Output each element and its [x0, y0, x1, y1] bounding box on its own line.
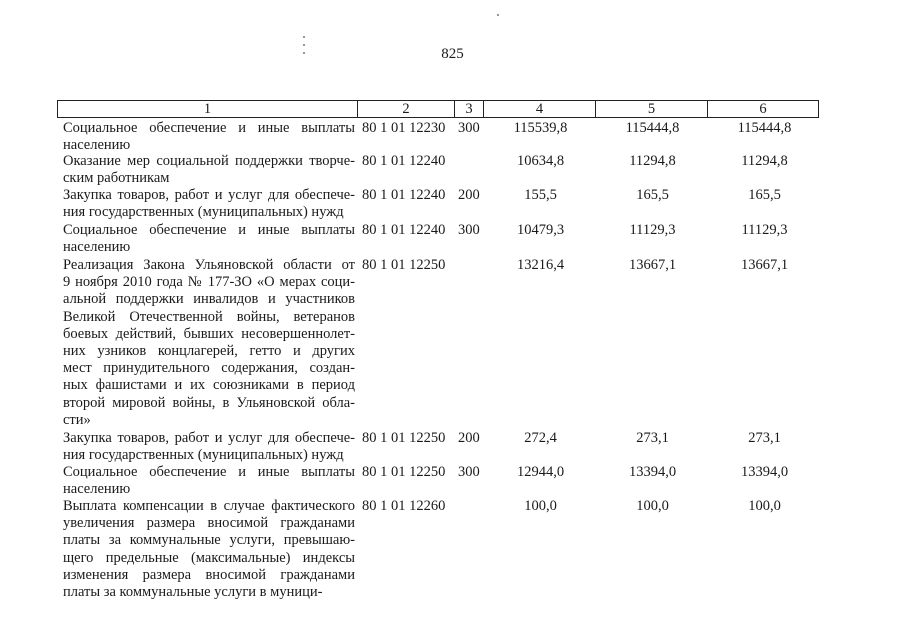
row-value-col6: 273,1 — [748, 430, 781, 446]
row-name-line: Выплата компенсации в случае фактического — [63, 498, 355, 514]
scan-speck — [303, 36, 305, 38]
row-value-col5: 165,5 — [636, 187, 669, 203]
row-value-col5: 13667,1 — [628, 257, 677, 273]
row-value-col6: 13667,1 — [740, 257, 789, 273]
page-number: 825 — [441, 46, 464, 62]
row-name-line: Закупка товаров, работ и услуг для обеспече- — [63, 430, 355, 446]
row-name-line: ским работникам — [63, 170, 170, 187]
header-col-5: 5 — [596, 101, 708, 117]
row-value-col4: 13216,4 — [516, 257, 565, 273]
row-name-line: населению — [63, 481, 131, 498]
row-value-col5: 273,1 — [636, 430, 669, 446]
row-code: 80 1 01 12240 — [362, 187, 446, 203]
row-expense-type: 200 — [458, 187, 480, 203]
row-value-col4: 115539,8 — [513, 120, 568, 136]
row-name-line: второй мировой войны, в Ульяновской обла- — [63, 394, 355, 411]
scan-speck — [303, 44, 305, 46]
row-code: 80 1 01 12250 — [362, 430, 446, 446]
row-name-line: увеличения размера вносимой гражданами — [63, 515, 355, 532]
row-value-col4: 10634,8 — [516, 153, 565, 169]
row-name-line: Великой Отечественной войны, ветеранов — [63, 308, 355, 325]
row-code: 80 1 01 12230 — [362, 120, 446, 136]
row-value-col4: 272,4 — [524, 430, 557, 446]
row-name-line: Социальное обеспечение и иные выплаты — [63, 120, 355, 136]
row-value-col6: 115444,8 — [737, 120, 792, 136]
row-name-line: Социальное обеспечение и иные выплаты — [63, 222, 355, 238]
row-name-line: 9 ноября 2010 года № 177-ЗО «О мерах соци- — [63, 274, 355, 291]
row-value-col6: 165,5 — [748, 187, 781, 203]
row-name-line: платы за коммунальные услуги, превышаю- — [63, 532, 355, 549]
row-name-line: ния государственных (муниципальных) нужд — [63, 447, 344, 464]
header-col-1: 1 — [58, 101, 358, 117]
row-name-line: населению — [63, 137, 131, 154]
row-name-line: Оказание мер социальной поддержки творче- — [63, 153, 355, 169]
row-name — [63, 464, 355, 498]
row-name — [63, 430, 355, 464]
row-value-col5: 115444,8 — [625, 120, 680, 136]
row-expense-type: 300 — [458, 464, 480, 480]
row-expense-type: 300 — [458, 120, 480, 136]
row-name — [63, 120, 355, 154]
row-name-line: Закупка товаров, работ и услуг для обеспече- — [63, 187, 355, 203]
row-code: 80 1 01 12240 — [362, 222, 446, 238]
row-value-col6: 13394,0 — [740, 464, 789, 480]
row-name-line: боевых действий, бывших несовершеннолет- — [63, 325, 355, 342]
row-name-line: ния государственных (муниципальных) нужд — [63, 204, 344, 221]
row-name-line: изменения размера вносимой гражданами — [63, 566, 355, 583]
row-name — [63, 257, 355, 429]
row-code: 80 1 01 12250 — [362, 257, 446, 273]
row-value-col4: 10479,3 — [516, 222, 565, 238]
row-name-line: Социальное обеспечение и иные выплаты — [63, 464, 355, 480]
row-value-col6: 100,0 — [748, 498, 781, 514]
row-value-col6: 11129,3 — [741, 222, 788, 238]
row-expense-type: 300 — [458, 222, 480, 238]
row-value-col4: 12944,0 — [516, 464, 565, 480]
header-col-2: 2 — [358, 101, 455, 117]
row-value-col5: 11129,3 — [629, 222, 676, 238]
row-name-line: них узников концлагерей, гетто и других — [63, 343, 355, 360]
row-name-line: альной поддержки инвалидов и участников — [63, 291, 355, 308]
row-value-col5: 13394,0 — [628, 464, 677, 480]
row-name-line: ных фашистами и их союзниками в период — [63, 377, 355, 394]
row-value-col4: 100,0 — [524, 498, 557, 514]
table-header — [57, 100, 819, 118]
row-name-line: мест принудительного содержания, создан- — [63, 360, 355, 377]
row-name-line: щего предельные (максимальные) индексы — [63, 549, 355, 566]
row-name — [63, 222, 355, 256]
row-value-col5: 11294,8 — [629, 153, 676, 169]
row-name — [63, 153, 355, 187]
row-value-col5: 100,0 — [636, 498, 669, 514]
row-name-line: населению — [63, 239, 131, 256]
row-code: 80 1 01 12260 — [362, 498, 446, 514]
scan-speck — [497, 14, 499, 16]
row-code: 80 1 01 12240 — [362, 153, 446, 169]
header-col-3: 3 — [455, 101, 484, 117]
header-col-6: 6 — [759, 101, 767, 117]
header-col-4: 4 — [484, 101, 596, 117]
row-code: 80 1 01 12250 — [362, 464, 446, 480]
row-value-col6: 11294,8 — [741, 153, 788, 169]
row-name — [63, 498, 355, 601]
scan-speck — [303, 52, 305, 54]
row-value-col4: 155,5 — [524, 187, 557, 203]
row-name-line: сти» — [63, 411, 91, 428]
row-name-line: Реализация Закона Ульяновской области от — [63, 257, 355, 273]
row-expense-type: 200 — [458, 430, 480, 446]
row-name — [63, 187, 355, 221]
row-name-line: платы за коммунальные услуги в муници- — [63, 584, 323, 601]
